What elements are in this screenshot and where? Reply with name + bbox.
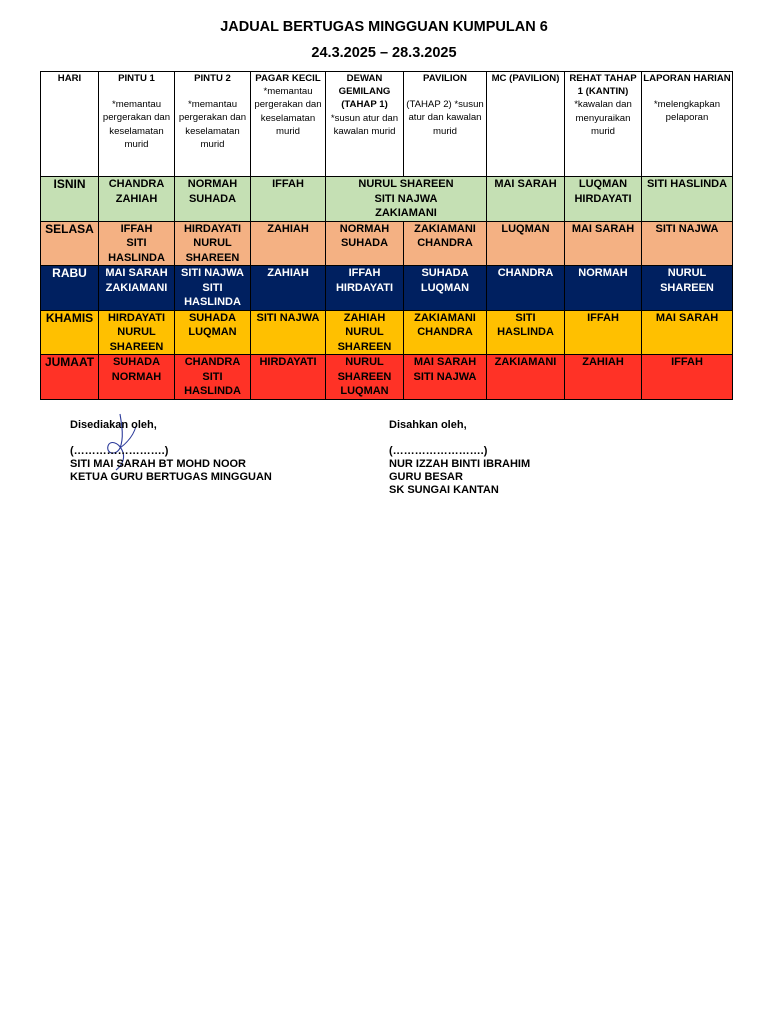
teacher-name: CHANDRA	[108, 178, 165, 190]
duty-cell	[642, 355, 733, 400]
teacher-name: HIRDAYATI	[183, 222, 242, 235]
duty-cell	[175, 221, 251, 266]
duty-cell	[642, 177, 733, 222]
duty-cell	[251, 221, 326, 266]
teacher-name: LUQMAN	[188, 326, 237, 338]
header-dewan-gemilang	[326, 72, 404, 177]
teacher-name: HASLINDA	[184, 296, 241, 308]
duty-cell	[251, 310, 326, 355]
duty-cell	[175, 310, 251, 355]
teacher-name: HASLINDA	[184, 385, 241, 397]
duty-cell	[404, 221, 487, 266]
duty-cell	[642, 221, 733, 266]
header-rehat	[565, 72, 642, 177]
duty-cell	[99, 310, 175, 355]
teacher-name: SUHADA	[421, 267, 469, 279]
column-description: *melengkapkan pelaporan	[653, 99, 721, 124]
date-range: 24.3.2025 – 28.3.2025	[311, 45, 457, 61]
day-row	[41, 310, 733, 355]
duty-cell	[251, 355, 326, 400]
column-title: LAPORAN HARIAN	[643, 73, 731, 84]
column-description: *memantau pergerakan dan keselamatan murid	[178, 99, 247, 150]
duty-cell	[487, 177, 565, 222]
header-hari	[41, 72, 99, 177]
header-pavilion	[404, 72, 487, 177]
teacher-name: SHAREEN	[337, 340, 392, 353]
duty-schedule-table	[40, 71, 733, 400]
duty-cell	[251, 177, 326, 222]
column-description: *kawalan dan menyuraikan murid	[574, 99, 632, 137]
teacher-name: NORMAH	[187, 178, 238, 190]
duty-cell	[565, 221, 642, 266]
teacher-name: MAI SARAH	[105, 267, 168, 279]
teacher-name: SUHADA	[112, 356, 161, 368]
column-title: REHAT TAHAP 1 (KANTIN)	[569, 73, 637, 98]
approved-by-school: SK SUNGAI KANTAN	[389, 484, 499, 496]
duty-cell	[326, 310, 404, 355]
duty-cell	[487, 310, 565, 355]
teacher-name: SITI NAJWA	[655, 222, 719, 235]
header-row	[41, 72, 733, 177]
teacher-name: SITI NAJWA	[181, 267, 244, 279]
teacher-name: IFFAH	[587, 311, 619, 324]
approved-by-signature-line: (…………………….)	[389, 445, 488, 457]
teacher-name: SITI	[202, 370, 223, 383]
teacher-name: ZAKIAMANI	[494, 356, 557, 368]
duty-cell	[565, 177, 642, 222]
teacher-name: NURUL SHAREEN	[358, 178, 454, 190]
teacher-name: SITI NAJWA	[374, 192, 438, 205]
duty-cell	[326, 177, 487, 222]
teacher-name: SUHADA	[188, 311, 237, 324]
duty-cell	[326, 221, 404, 266]
day-row	[41, 221, 733, 266]
teacher-name: SITI HASLINDA	[646, 178, 728, 190]
column-title: DEWAN GEMILANG (TAHAP 1)	[338, 73, 391, 111]
teacher-name: SHAREEN	[337, 370, 392, 383]
teacher-name: MAI SARAH	[413, 356, 477, 368]
teacher-name: SHAREEN	[109, 340, 164, 353]
schedule-title: JADUAL BERTUGAS MINGGUAN KUMPULAN 6	[220, 19, 548, 35]
teacher-name: ZAHIAH	[267, 267, 309, 279]
approved-by-name: NUR IZZAH BINTI IBRAHIM	[389, 458, 531, 470]
column-description: *memantau pergerakan dan keselamatan murid	[102, 99, 171, 150]
teacher-name: MAI SARAH	[655, 311, 719, 324]
day-row	[41, 355, 733, 400]
duty-cell	[99, 221, 175, 266]
day-name: RABU	[41, 266, 99, 311]
teacher-name: SHAREEN	[660, 281, 714, 294]
duty-cell	[642, 310, 733, 355]
duty-cell	[175, 177, 251, 222]
duty-cell	[99, 177, 175, 222]
teacher-name: NURUL	[345, 356, 384, 368]
teacher-name: LUQMAN	[420, 281, 470, 294]
column-description: (TAHAP 2) *susun atur dan kawalan murid	[406, 99, 484, 137]
teacher-name: CHANDRA	[417, 326, 473, 338]
teacher-name: IFFAH	[671, 356, 703, 368]
teacher-name: ZAHIAH	[582, 356, 624, 368]
teacher-name: LUQMAN	[501, 222, 550, 235]
prepared-by-position: KETUA GURU BERTUGAS MINGGUAN	[70, 471, 272, 483]
prepared-by-signature-line: (…………………….)	[70, 445, 169, 457]
duty-cell	[565, 310, 642, 355]
duty-cell	[487, 266, 565, 311]
teacher-name: NURUL	[117, 326, 156, 338]
column-title: PAGAR KECIL	[255, 73, 321, 84]
header-laporan-harian	[642, 72, 733, 177]
teacher-name: HASLINDA	[497, 326, 554, 338]
teacher-name: HIRDAYATI	[259, 356, 317, 368]
column-description: *memantau pergerakan dan keselamatan murid	[254, 86, 322, 137]
duty-cell	[565, 355, 642, 400]
teacher-name: HIRDAYATI	[574, 192, 632, 205]
column-description: *susun atur dan kawalan murid	[330, 112, 399, 137]
teacher-name: ZAKIAMANI	[414, 222, 476, 235]
duty-cell	[175, 266, 251, 311]
approved-by-position: GURU BESAR	[389, 471, 463, 483]
day-row	[41, 266, 733, 311]
teacher-name: ZAKIAMANI	[414, 311, 476, 324]
teacher-name: SITI	[515, 311, 536, 324]
day-name: ISNIN	[41, 177, 99, 222]
teacher-name: MAI SARAH	[571, 222, 635, 235]
teacher-name: SUHADA	[188, 192, 237, 205]
duty-cell	[404, 266, 487, 311]
duty-cell	[326, 355, 404, 400]
prepared-by-name: SITI MAI SARAH BT MOHD NOOR	[70, 458, 246, 470]
teacher-name: LUQMAN	[340, 385, 389, 397]
teacher-name: SITI	[126, 237, 147, 249]
teacher-name: SITI	[202, 281, 223, 294]
column-title: HARI	[57, 73, 82, 84]
approved-by-label: Disahkan oleh,	[389, 419, 467, 431]
teacher-name: HIRDAYATI	[335, 281, 394, 294]
column-title: PAVILION	[423, 73, 467, 84]
duty-cell	[487, 221, 565, 266]
teacher-name: SITI NAJWA	[413, 370, 477, 383]
header-pintu-1	[99, 72, 175, 177]
teacher-name: HIRDAYATI	[107, 311, 166, 324]
column-title: PINTU 2	[194, 73, 231, 84]
teacher-name: NURUL	[345, 326, 384, 338]
prepared-by-label: Disediakan oleh,	[70, 419, 157, 431]
day-name: SELASA	[41, 221, 99, 266]
header-pintu-2	[175, 72, 251, 177]
duty-cell	[642, 266, 733, 311]
teacher-name: ZAHIAH	[267, 222, 309, 235]
duty-cell	[326, 266, 404, 311]
duty-cell	[99, 355, 175, 400]
approved-by-block	[389, 419, 530, 497]
teacher-name: MAI SARAH	[494, 178, 557, 190]
teacher-name: IFFAH	[272, 178, 304, 190]
teacher-name: HASLINDA	[108, 251, 165, 264]
teacher-name: NURUL	[667, 267, 707, 279]
duty-cell	[175, 355, 251, 400]
teacher-name: IFFAH	[120, 222, 153, 235]
teacher-name: SITI NAJWA	[256, 311, 320, 324]
teacher-name: ZAKIAMANI	[105, 281, 168, 294]
teacher-name: ZAHIAH	[115, 192, 158, 205]
teacher-name: NORMAH	[578, 267, 628, 279]
teacher-name: NORMAH	[339, 222, 390, 235]
teacher-name: ZAHIAH	[343, 311, 386, 324]
teacher-name: CHANDRA	[497, 267, 554, 279]
day-name: KHAMIS	[41, 310, 99, 355]
teacher-name: ZAKIAMANI	[375, 207, 437, 219]
teacher-name: LUQMAN	[578, 178, 628, 190]
day-row	[41, 177, 733, 222]
day-name: JUMAAT	[41, 355, 99, 400]
header-pagar-kecil	[251, 72, 326, 177]
duty-cell	[565, 266, 642, 311]
teacher-name: IFFAH	[348, 267, 381, 279]
duty-cell	[404, 355, 487, 400]
duty-cell	[487, 355, 565, 400]
duty-cell	[251, 266, 326, 311]
prepared-by-block	[70, 419, 272, 484]
teacher-name: SHAREEN	[185, 251, 240, 264]
column-title: MC (PAVILION)	[491, 73, 560, 84]
duty-cell	[99, 266, 175, 311]
teacher-name: CHANDRA	[417, 237, 473, 249]
header-mc	[487, 72, 565, 177]
teacher-name: NURUL	[193, 237, 232, 249]
teacher-name: SUHADA	[340, 237, 389, 249]
teacher-name: CHANDRA	[184, 356, 241, 368]
column-title: PINTU 1	[118, 73, 155, 84]
duty-cell	[404, 310, 487, 355]
teacher-name: NORMAH	[111, 370, 162, 383]
